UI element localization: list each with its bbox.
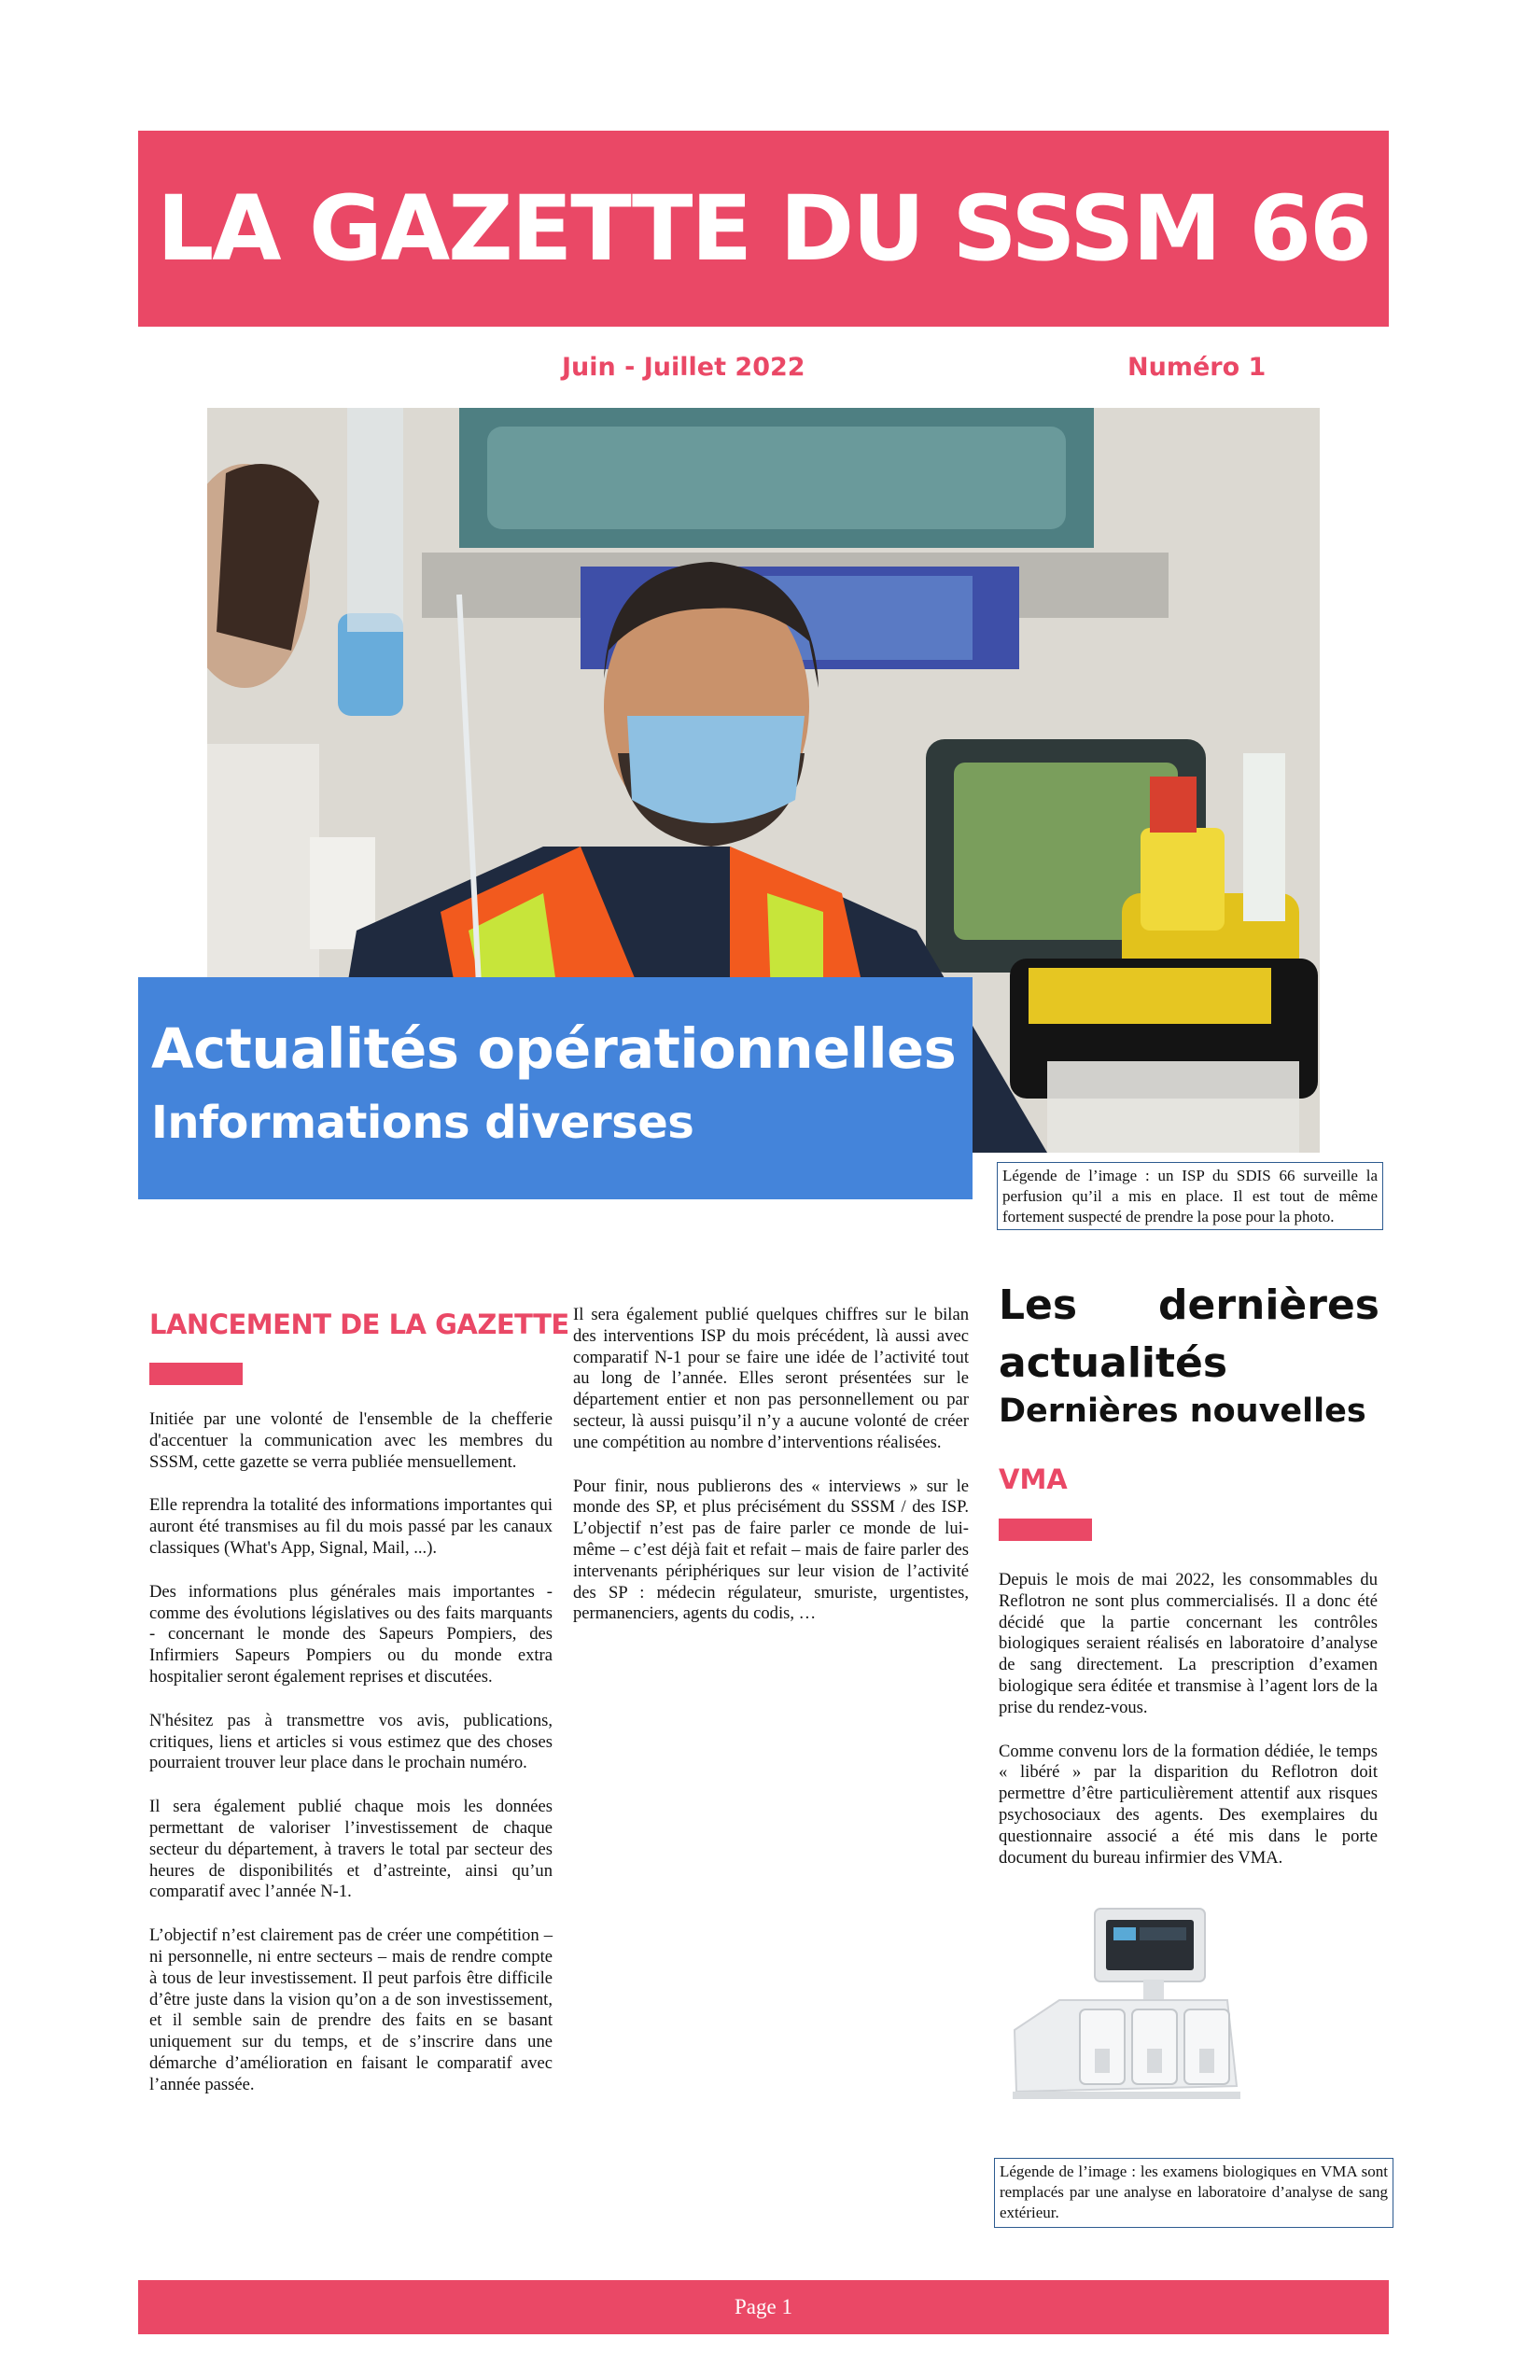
reflotron-device-image [1003, 1899, 1248, 2110]
banner-subtitle: Informations diverses [151, 1097, 694, 1149]
article-paragraph: Il sera également publié chaque mois les données permettant de valoriser l’investissement de chaque secteur du département, à travers le total par secteur des heures de disponibilités et d’astreinte, ainsi qu’un comparatif avec l’année N-1. [149, 1797, 553, 1902]
news-heading [999, 1277, 1379, 1393]
vma-article [999, 1570, 1378, 1891]
banner-title: Actualités opérationnelles [151, 1016, 957, 1081]
article-paragraph: Il sera également publié quelques chiffres sur le bilan des interventions ISP du mois précédent, là aussi avec comparatif N-1 pour se faire une idée de l’activité tout au long de l’année. Elles seront présentées sur le département entier et non pas personnellement ou par secteur, là aussi puisqu’il n’y a aucune volonté de créer une compétition au nombre d’interventions réalisées. [573, 1305, 969, 1452]
launch-article-column-2 [573, 1305, 969, 1647]
section-banner [138, 977, 973, 1199]
news-heading-word: Les [999, 1281, 1078, 1329]
device-illustration [1003, 1899, 1248, 2110]
article-paragraph: L’objectif n’est clairement pas de créer une compétition – ni personnelle, ni entre secteurs – mais de rendre compte à tous de leur investissement. Il peut parfois être difficile d’être juste dans la vision qu’on a de son investissement, et il semble sain de prendre des faits en se basant uniquement sur du temps, et de s’inscrire dans une démarche d’amélioration en faisant le comparatif avec l’année passée. [149, 1925, 553, 2094]
launch-section-title: LANCEMENT DE LA GAZETTE [149, 1309, 569, 1340]
section-accent-bar [999, 1519, 1092, 1541]
article-paragraph: Des informations plus générales mais importantes - comme des évolutions législatives ou des faits marquants - concernant le monde des Sapeurs Pompiers, des Infirmiers Sapeurs Pompiers ou du monde extra hospitalier seront également reprises et discutées. [149, 1581, 553, 1687]
hero-photo-caption: Légende de l’image : un ISP du SDIS 66 surveille la perfusion qu’il a mis en place. Il est tout de même fortement suspecté de prendre la pose pour la photo. [997, 1162, 1383, 1230]
issue-number: Numéro 1 [1127, 353, 1267, 382]
issue-date: Juin - Juillet 2022 [562, 353, 805, 382]
device-caption: Légende de l’image : les examens biologiques en VMA sont remplacés par une analyse en laboratoire d’analyse de sang extérieur. [994, 2158, 1393, 2228]
gazette-title: LA GAZETTE DU SSSM 66 [157, 176, 1370, 281]
article-paragraph: Initiée par une volonté de l'ensemble de la chefferie d'accentuer la communication avec les membres du SSSM, cette gazette se verra publiée mensuellement. [149, 1409, 553, 1472]
page-number: Page 1 [735, 2295, 792, 2318]
masthead [138, 131, 1389, 327]
launch-article-column-1 [149, 1409, 553, 2119]
article-paragraph: Comme convenu lors de la formation dédiée, le temps « libéré » par la disparition du Reflotron doit permettre d’être particulièrement attentif aux risques psychosociaux des agents. Des exemplaires du questionnaire associé a été mis dans le porte document du bureau infirmier des VMA. [999, 1741, 1378, 1868]
page-footer [138, 2280, 1389, 2334]
news-subheading: Dernières nouvelles [999, 1393, 1366, 1430]
vma-section-title: VMA [999, 1463, 1068, 1495]
article-paragraph: Depuis le mois de mai 2022, les consommables du Reflotron ne sont plus commercialisés. Il a donc été décidé que la partie concernant les contrôles biologiques seraient réalisés en laboratoire d’analyse de sang directement. La prescription d’examen biologique sera éditée et transmise à l’agent lors de la prise du rendez-vous. [999, 1570, 1378, 1717]
article-paragraph: Elle reprendra la totalité des informations importantes qui auront été transmises au fil du mois passé par les canaux classiques (What's App, Signal, Mail, ...). [149, 1495, 553, 1558]
article-paragraph: Pour finir, nous publierons des « interviews » sur le monde des SP, et plus précisément du SSSM / des ISP. L’objectif n’est pas de faire parler ce monde de lui-même – c’est déjà fait et refait – mais de faire parler des intervenants périphériques sur leur vision de l’activité des SP : médecin régulateur, smuriste, urgentistes, permanenciers, agents du codis, … [573, 1476, 969, 1624]
section-accent-bar [149, 1363, 243, 1385]
news-heading-line: actualités [999, 1339, 1228, 1387]
news-heading-word: dernières [1157, 1281, 1379, 1329]
article-paragraph: N'hésitez pas à transmettre vos avis, publications, critiques, liens et articles si vous estimez que des choses pourraient trouver leur place dans le prochain numéro. [149, 1710, 553, 1773]
